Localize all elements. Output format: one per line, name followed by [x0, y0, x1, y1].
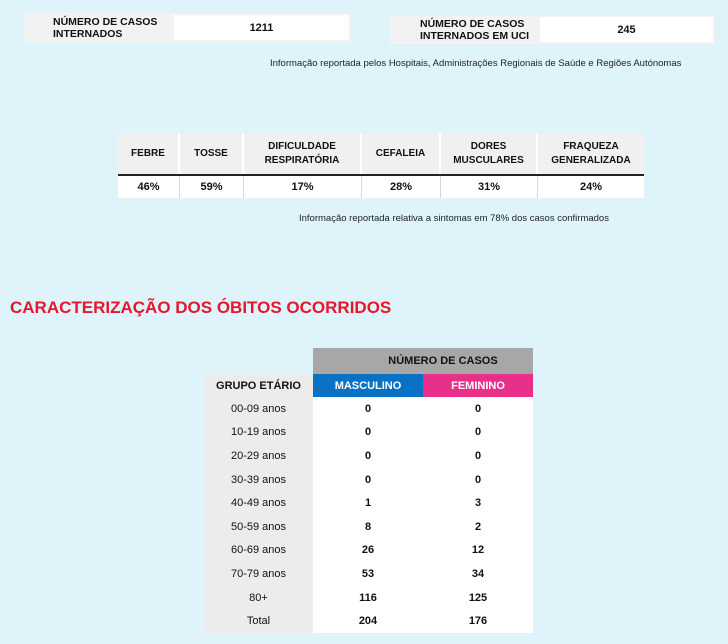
- table-row: [204, 421, 533, 445]
- table-row: [204, 562, 533, 586]
- internados-label: [53, 16, 157, 40]
- male-count: 0: [313, 444, 423, 468]
- female-count: 0: [423, 397, 533, 421]
- age-group: 60-69 anos: [204, 539, 313, 563]
- male-count: 1: [313, 491, 423, 515]
- table-row: [204, 468, 533, 492]
- table-row: [204, 491, 533, 515]
- uci-label-line2: INTERNADOS EM UCI: [420, 30, 530, 42]
- female-count: 0: [423, 444, 533, 468]
- female-count: 3: [423, 491, 533, 515]
- symptom-value: 46%: [118, 176, 180, 198]
- symptom-header: DORES MUSCULARES: [441, 133, 538, 174]
- symptoms-note: Informação reportada relativa a sintomas em 78% dos casos confirmados: [299, 213, 609, 224]
- table-row: [204, 444, 533, 468]
- male-header: MASCULINO: [313, 374, 423, 397]
- table-row: [204, 515, 533, 539]
- symptom-header: FRAQUEZA GENERALIZADA: [538, 133, 644, 174]
- male-count: 0: [313, 421, 423, 445]
- table-row: [204, 539, 533, 563]
- symptom-header: FEBRE: [118, 133, 180, 174]
- internados-label-line2: INTERNADOS: [53, 28, 123, 40]
- male-count: 116: [313, 586, 423, 610]
- deaths-table: [204, 348, 533, 632]
- male-count: 26: [313, 539, 423, 563]
- male-count: 8: [313, 515, 423, 539]
- female-count: 12: [423, 539, 533, 563]
- age-group: 00-09 anos: [204, 397, 313, 421]
- female-count: 125: [423, 586, 533, 610]
- age-group: 70-79 anos: [204, 562, 313, 586]
- uci-value: 245: [540, 17, 713, 42]
- male-count: 0: [313, 468, 423, 492]
- symptom-header: TOSSE: [180, 133, 244, 174]
- age-group: 20-29 anos: [204, 444, 313, 468]
- total-label: Total: [204, 609, 313, 633]
- internados-value: 1211: [174, 15, 349, 40]
- internados-label-line1: NÚMERO DE CASOS: [53, 16, 158, 28]
- uci-label-line1: NÚMERO DE CASOS: [420, 18, 525, 30]
- male-total: 204: [313, 609, 423, 633]
- symptom-value: 24%: [579, 181, 603, 193]
- hospital-note: Informação reportada pelos Hospitais, Administrações Regionais de Saúde e Regiões Autónomas: [270, 58, 682, 69]
- internados-box: [24, 13, 351, 42]
- female-count: 0: [423, 468, 533, 492]
- age-group: 10-19 anos: [204, 421, 313, 445]
- symptom-value: 17%: [244, 176, 362, 198]
- symptom-value: 28%: [362, 176, 441, 198]
- deaths-section-title: CARACTERIZAÇÃO DOS ÓBITOS OCORRIDOS: [10, 298, 392, 317]
- num-cases-header: NÚMERO DE CASOS: [388, 355, 498, 367]
- female-count: 34: [423, 562, 533, 586]
- table-row: [204, 397, 533, 421]
- age-group-header: GRUPO ETÁRIO: [204, 374, 313, 397]
- uci-label: [420, 18, 529, 42]
- age-group: 40-49 anos: [204, 491, 313, 515]
- symptoms-table: [118, 133, 644, 198]
- table-row: [204, 586, 533, 610]
- uci-box: [390, 15, 715, 44]
- female-count: 2: [423, 515, 533, 539]
- total-row: [204, 609, 533, 633]
- male-count: 0: [313, 397, 423, 421]
- age-group: 50-59 anos: [204, 515, 313, 539]
- symptom-value: 31%: [441, 176, 538, 198]
- age-group: 30-39 anos: [204, 468, 313, 492]
- female-total: 176: [423, 609, 533, 633]
- age-group: 80+: [204, 586, 313, 610]
- female-header: FEMININO: [423, 374, 533, 397]
- male-count: 53: [313, 562, 423, 586]
- symptom-header: DIFICULDADE RESPIRATÓRIA: [244, 133, 362, 174]
- female-count: 0: [423, 421, 533, 445]
- symptom-value: 59%: [180, 176, 244, 198]
- symptom-header: CEFALEIA: [362, 133, 441, 174]
